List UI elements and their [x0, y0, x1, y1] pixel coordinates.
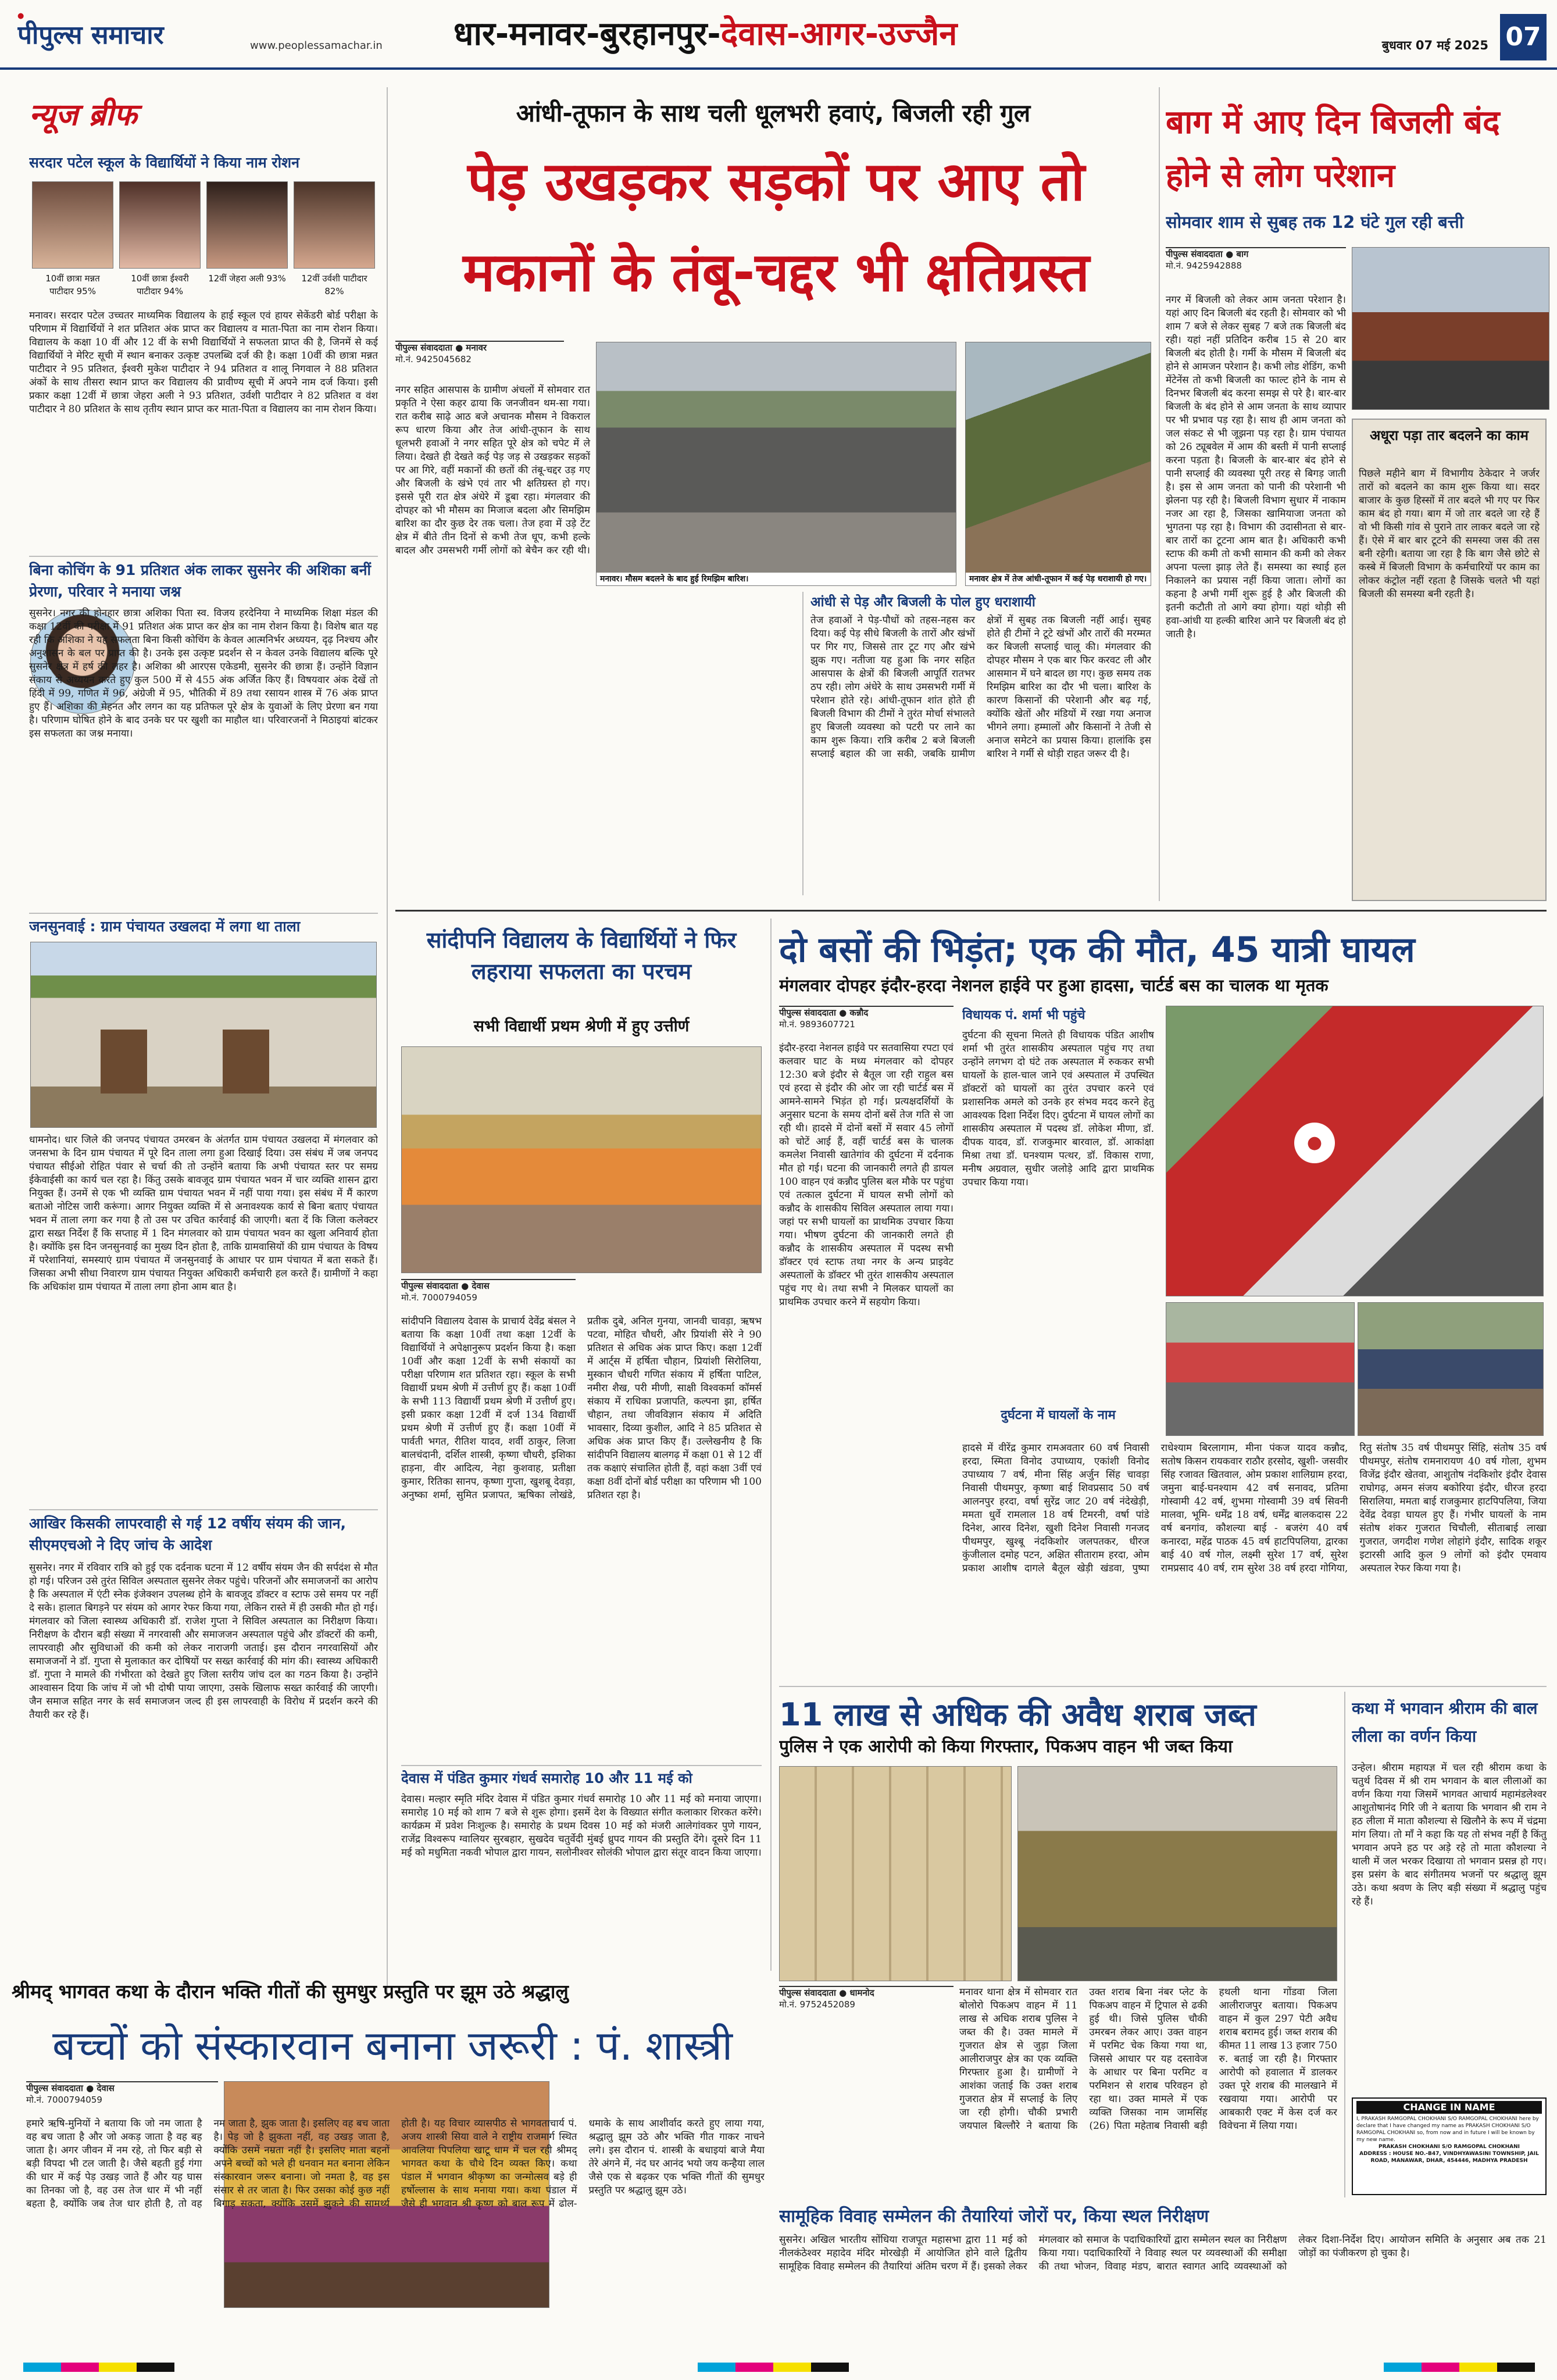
student-photo-4: [294, 181, 375, 269]
electric-pole-photo: [1352, 247, 1549, 410]
katha-headline: कथा में भगवान श्रीराम की बाल लीला का वर्णन किया: [1352, 1699, 1538, 1746]
mla-heading: विधायक पं. शर्मा भी पहुंचे: [962, 1008, 1085, 1023]
change-name-address: ADDRESS : HOUSE NO.-B47, VINDHYAWASINI TOWNSHIP, JAIL ROAD, MANAWAR, DHAR, 454446, MADHYA PRADESH: [1359, 2151, 1539, 2164]
liquor-boxes-photo: [779, 1766, 1012, 1981]
liquor-body: मनावर थाना क्षेत्र में सोमवार रात बोलोरो पिकअप वाहन में 11 लाख से अधिक शराब पुलिस ने जब्त की है। उक्त मामले में गुजरात क्षेत्र से जुड़ा जिला आलीराजपुर क्षेत्र का एक व्यक्ति गिरफ्तार हुआ है। ग्रामीणों ने आशंका जताई कि उक्त शराब गुजरात क्षेत्र में सप्लाई के लिए जा रही होगी। चौकी प्रभारी जयपाल बिल्लौरे ने बताया कि उक्त शराब बिना नंबर प्लेट के पिकअप वाहन में ट्रिपाल से ढकी हुई थी। जिसे पुलिस चौकी उमरबन लेकर आए। उक्त वाहन में परमिट चेक किया गया था, जिससे आधार पर यह दस्तावेज के आधार पर बिना परमिट व परमिशन से शराब परिवहन हो रहा था। उक्त मामले में एक व्यक्ति जिसका नाम जामसिंह (26) पिता महेताब निवासी बड़ी हथली थाना गोंडवा जिला आलीराजपुर बताया। पिकअप वाहन में कुल 297 पेटी अवैध शराब बरामद हुई। जब्त शराब की कीमत 11 लाख 13 हजार 750 रु. बताई जा रही है। गिरफ्तार आरोपी को हवालात में डालकर उक्त पूरे शराब की मालखाने में रखवाया गया। आरोपी पर आबकारी एक्ट में केस दर्ज कर विवेचना में लिया गया।: [959, 1986, 1337, 2132]
website-link[interactable]: www.peoplessamachar.in: [250, 40, 383, 52]
student-caption-1: 10वीं छात्रा मन्नत पाटीदार 95%: [45, 273, 100, 296]
liquor-subhead: पुलिस ने एक आरोपी को किया गिरफ्तार, पिकअप वाहन भी जब्त किया: [779, 1736, 1233, 1757]
school-body: सांदीपनि विद्यालय देवास के प्राचार्य देवेंद्र बंसल ने बताया कि कक्षा 10वीं तथा कक्षा 12वीं के विद्यार्थियों ने अपेक्षानुरूप प्रदर्शन किया है। कक्षा 10वीं और कक्षा 12वीं के सभी संकायों का परीक्षा परिणाम शत प्रतिशत रहा। स्कूल के सभी विद्यार्थी प्रथम श्रेणी में उत्तीर्ण हुए हैं। कक्षा 10वीं के सभी 113 विद्यार्थी प्रथम श्रेणी में उत्तीर्ण हुए। इसी प्रकार कक्षा 12वीं में दर्ज 134 विद्यार्थी प्रथम श्रेणी में उत्तीर्ण हुए हैं। कक्षा 10वीं में पार्वती भगत, रीतिश यादव, शर्वी ठाकुर, लिजा बालचंदानी, दर्शिल शास्त्री, कृष्णा चौधरी, इशिका हाड़ना, वीर आदित्य, नेहा कुशवाह, प्रतीक्षा कुमार, रितिका सानप, कृष्णा गुप्ता, खुशबू देवड़ा, अनुष्का शर्मा, सुमित प्रजापत, ऋषिका लोखंडे, प्रतीक दुबे, अनिल गुनया, जानवी चावड़ा, ऋषभ पटवा, मोहित चौधरी, और प्रियांशी सेरे ने 90 प्रतिशत से अधिक अंक प्राप्त किए। कक्षा 12वीं में आर्ट्स में हर्षिता चौहान, प्रियांशी सिरोलिया, मुस्कान चौधरी गणित संकाय में हर्षिता पाटिल, नमीरा शैख, परी मीणी, साक्षी विश्वकर्मा कॉमर्स संकाय में राधिका प्रजापति, कल्पना झा, हर्षित चौहान, तथा जीवविज्ञान संकाय में अदिति भावसार, दिव्या कुशील, आदि ने 85 प्रतिशत से अधिक अंक प्राप्त किए हैं। उल्लेखनीय है कि सांदीपनि विद्यालय बालगढ़ में कक्षा 01 से 12 वीं तक कक्षाएं संचालित होती हैं, वहां कक्षा 3वीं एवं कक्षा 8वीं दोनों बोर्ड परीक्षा का परिणाम भी 100 प्रतिशत रहा है।: [401, 1316, 762, 1501]
baag-headline: बाग में आए दिन बिजली बंद होने से लोग परेशान: [1166, 103, 1500, 195]
section-title: [453, 8, 1227, 62]
bhagwat-body: हमारे ऋषि-मुनियों ने बताया कि जो नम जाता है वह बच जाता है और जो अकड़ जाता है वह बह जाता है। अगर जीवन में नम रहे, तो फिर बड़ी से बड़ी विपदा भी टल जाती है। जैसे बहती हुई गंगा की धार में कई पेड़ उखड़ जाते हैं और यह घास का तिनका जो है, वह उस तेज धार में भी नहीं बहता है, क्योंकि जब तेज धार होती है, तो वह नम जाता है, झुक जाता है। इसलिए वह बच जाता है। पेड़ जो है झुकता नहीं, वह उखड़ जाता है, क्योंकि उसमें नम्रता नहीं है। इसलिए माता बहनों अपने बच्चों को भले ही धनवान मत बनाना लेकिन संस्कारवान जरूर बनाना। जो नमता है, वह इस संसार से तर जाता है। फिर उसका कोई कुछ नहीं बिगाड़ सकता, क्योंकि उसमें झुकने की सामर्थ्य होती है। यह विचार व्यासपीठ से भागवताचार्य पं. अजय शास्त्री सिया वाले ने राष्ट्रीय राजमार्ग स्थित आवलिया पिपलिया खाटू धाम में चल रही श्रीमद् भागवत कथा के चौथे दिन व्यक्त किए। कथा पंडाल में भगवान श्रीकृष्ण का जन्मोत्सव बड़े ही हर्षोल्लास के साथ मनाया गया। कथा पंडाल में जैसे ही भगवान श्री कृष्ण को बाल रूप में ढोल-धमाके के साथ आशीर्वाद करते हुए लाया गया, श्रद्धालु झूम उठे और भक्ति गीत गाकर नाचने लगे। इस दौरान पं. शास्त्री के बधाइयां बाजे मैया तेरे अंगने में, नंद घर आनंद भयो जय कन्हैया लाल जैसे एक से बढ़कर एक भक्ति गीतों की सुमधुर प्रस्तुति पर श्रद्धालु झूम उठे।: [26, 2118, 765, 2210]
baag-byline: पीपुल्स संवाददाता ● बाग मो.नं. 9425942888: [1166, 247, 1346, 288]
bhagwat-byline-place: देवास: [97, 2083, 115, 2093]
student-caption-2: 10वीं छात्रा ईश्वरी पाटीदार 94%: [131, 273, 189, 296]
gandharva-body: देवास। मल्हार स्मृति मंदिर देवास में पंडित कुमार गंधर्व समारोह 10 और 11 मई को मनाया जाएगा। समारोह 10 मई को शाम 7 बजे से शुरू होगा। इसमें देश के विख्यात संगीत कलाकार शिरकत करेंगे। कार्यक्रम में प्रवेश निःशुल्क है। समारोह के प्रथम दिवस 10 मई को मंजरी आलेगांवकर पुणे गायन, राजेंद्र विश्वरूप ग्वालियर सुरबहार, सुखदेव चतुर्वेदी मुंबई ध्रुपद गायन की प्रस्तुति देंगे। दूसरे दिन 11 मई को मधुमिता नकवी भोपाल द्वारा गायन, सलोनीश्वर सोलंकी भोपाल द्वारा संतूर वादन किया जाएगा।: [401, 1793, 762, 1859]
vivah-headline: सामूहिक विवाह सम्मेलन की तैयारियां जोरों पर, किया स्थल निरीक्षण: [779, 2206, 1209, 2227]
school-group-photo: [401, 1046, 762, 1273]
school-byline-place: देवास: [472, 1281, 490, 1291]
change-name-text: I, PRAKASH RAMGOPAL CHOKHANI S/O RAMGOPAL CHOKHANI here by declare that I have changed my name as PRAKASH CHOKHANI S/O RAMGOPAL CHOKHANI so, from now and in future I will be known by my new name.: [1356, 2116, 1539, 2143]
locked-door-2: [223, 1030, 269, 1093]
section-title-red: देवास-आगर-उज्जैन: [720, 15, 958, 53]
print-registration-bar: [0, 2354, 1557, 2380]
bus-byline-name: पीपुल्स संवाददाता: [779, 1007, 836, 1018]
brief4-headline: आखिर किसकी लापरवाही से गई 12 वर्षीय संयम की जान, सीएमएचओ ने दिए जांच के आदेश: [29, 1515, 347, 1553]
locked-door: [101, 1030, 147, 1093]
uprooted-tree-caption: मनावर क्षेत्र में तेज आंधी-तूफान में कई पेड़ धराशायी हो गए।: [966, 573, 1151, 585]
lead-byline-name: पीपुल्स संवाददाता: [395, 342, 452, 353]
baag-byline-place: बाग: [1236, 249, 1249, 259]
cmyk-left: [23, 2363, 174, 2372]
school-subhead: सभी विद्यार्थी प्रथम श्रेणी में हुए उत्तीर्ण: [473, 1017, 690, 1035]
bus-crash-photo-3: [1358, 1302, 1544, 1436]
rain-photo-caption: मनावर। मौसम बदलने के बाद हुई रिमझिम बारिश।: [597, 573, 956, 585]
student-photo-2: [119, 181, 201, 269]
baag-box-headline: अधूरा पड़ा तार बदलने का काम: [1370, 427, 1529, 444]
bus-crash-photo-1: [1166, 1006, 1544, 1296]
bus-subhead: मंगलवार दोपहर इंदौर-हरदा नेशनल हाईवे पर हुआ हादसा, चार्टर्ड बस का चालक था मृतक: [779, 975, 1329, 995]
page-number: 07: [1500, 14, 1547, 60]
baag-body: नगर में बिजली को लेकर आम जनता परेशान है। यहां आए दिन बिजली बंद रहती है। सोमवार को भी शाम 7 बजे से लेकर सुबह 7 बजे तक बिजली बंद रही। यहां नहीं प्रतिदिन करीब 15 से 20 बार बिजली बंद होती है। गर्मी के मौसम में बिजली बंद होने से आमजन परेशान है। कभी लोड शेडिंग, कभी मेंटेनेंस तो कभी बिजली का फाल्ट होने के नाम से दिनभर बिजली बंद करना समझ से परे है। बार-बार बिजली के बंद होने से आम जनता के साथ व्यापार पर भी प्रभाव पड़ रहा है। साथ ही आम जनता को जल संकट से भी जूझना पड़ रहा है। ग्राम पंचायत को 26 ट्यूबवेल में आम की बस्ती में पानी सप्लाई करना पड़ता है। बिजली के बार-बार बंद होने से पानी सप्लाई की व्यवस्था पूरी तरह से बिगड़ जाती है। इस से आम जनता को पानी की परेशानी भी झेलना पड़ रही है। बिजली विभाग सुधार में नाकाम नजर आ रहा है, जिसका खामियाजा जनता को भुगतना पड़ रहा है। विभाग की उदासीनता से बार-बार तारों का टूटना आम बात है। अधिकारी कभी स्टाफ की कमी तो कभी सामान की कमी को लेकर अपना पल्ला झाड़ लेते हैं। समस्या का स्थाई हल निकालने का प्रयास नहीं किया जाता। लोगों का कहना है अभी गर्मी शुरू हुई है और बिजली की इतनी कटौती तो आगे क्या होगा। यहां थोड़ी सी हवा-आंधी या हल्की बारिश आने पर बिजली बंद हो जाती है।: [1166, 294, 1346, 640]
student-photo-1: [32, 181, 113, 269]
student-photo-3: [206, 181, 288, 269]
police-team-photo: [1017, 1766, 1337, 1981]
injured-names: हादसे में वीरेंद्र कुमार रामअवतार 60 वर्ष निवासी हरदा, स्मिता विनोद उपाध्याय, एकांशी विनोद उपाध्याय 7 वर्ष, मीना सिंह अर्जुन सिंह चावड़ा निवासी पीथमपुर, कृष्णा बाई शिवप्रसाद 50 वर्ष आलनपुर हरदा, वर्षा सुरेंद्र जाट 20 वर्ष नंदेखेड़ी, ममता धुर्वे रामलाल 18 वर्ष टिमरनी, वर्षा पांडे दिनेश, आरव दिनेश, खुशी दिनेश निवासी गनजद पीथमपुर, खुश्बू नंदकिशोर जलपतकर, धीरज कुंजीलाल दमोह पटन, अक्षित सीताराम हरदा, ओम प्रकाश आशीष दागले बैतूल खेड़ी खंडवा, पुष्पा राधेश्याम बिरलागाम, मीना पंकज यादव कन्नौद, सतोष किसन रायकवार राठौर हरसोद, खुशी- जसवीर सिंह रजावत खितवाल, ओम प्रकाश शालिग्राम हरदा, जमुना बाई-घनश्याम 42 वर्ष सनावद, प्रतिमा गोस्वामी 42 वर्ष, शुभमा गोस्वामी 39 वर्ष सिवनी मालवा, भूमि- धर्मेंद्र 18 वर्ष, धर्मेंद्र बालकदास 22 वर्ष बनगांव, कौशल्या बाई - बजरंग 40 वर्ष कनारदा, महेंद्र पाठक 45 वर्ष हाटपिपलिया, द्वारका बाई 40 वर्ष गोल, लक्ष्मी सुरेश 17 वर्ष, सुरेश रामप्रसाद 40 वर्ष, राम सुरेश 38 वर्ष हरदा गोगिया, रितु संतोष 35 वर्ष पीथमपुर सिंहि, संतोष 35 वर्ष पीथमपुर, संतोष रामनारायण 40 वर्ष गोला, शुभम विजेंद्र इंदौर खेतवा, आशुतोष नंदकिशोर इंदौर देवास राघोगढ़, अमन संजय बकोरिया इंदौर, धीरज हरदा सिरालिया, ममता बाई राजकुमार हाटपिपलिया, जिया देवेंद्र देवड़ा घायल हुए हैं। गंभीर घायलों के नाम संतोष शंकर गुजरात चिचौली, सीताबाई लाखा गुजरात, जगदीश गणेश लोहांगे इंदौर, सादिक शकूर इटारसी आदि कुल 9 लोगों को इंदौर एमवाय अस्पताल रेफर किया गया है।: [962, 1442, 1547, 1574]
lead-body: नगर सहित आसपास के ग्रामीण अंचलों में सोमवार रात प्रकृति ने ऐसा कहर ढाया कि जनजीवन थम-सा गया। रात करीब साढ़े आठ बजे अचानक मौसम ने विकराल रूप धारण किया और तेज आंधी-तूफान के साथ धूलभरी हवाओं ने नगर सहित पूरे क्षेत्र को चपेट में ले लिया। देखते ही देखते कई पेड़ जड़ से उखड़कर सड़कों पर आ गिरे, वहीं मकानों की छतों की तंबू-चद्दर उड़ गए और बिजली के खंभे एवं तार भी क्षतिग्रस्त हो गए। इससे पूरी रात क्षेत्र अंधेरे में डूबा रहा। मंगलवार की दोपहर को भी मौसम का मिजाज बदला और सिमझिम बारिश का दौर कुछ देर तक चला। तेज हवा में उड़े टेंट क्षेत्र में बीते तीन दिनों से कभी तेज धूप, कभी हल्के बादल और उमसभरी गर्मी लोगों को बेचैन कर रही थी।: [395, 384, 590, 556]
bus-body: इंदौर-हरदा नेशनल हाईवे पर सतवासिया रपटा एवं कलवार घाट के मध्य मंगलवार को दोपहर 12:30 बजे इंदौर से बैतूल जा रही राहुल बस एवं हरदा से इंदौर की ओर जा रही चार्टर्ड बस में आमने-सामने भिड़ंत हो गई। प्रत्यक्षदर्शियों के अनुसार घटना के समय दोनों बसें तेज गति से जा रही थी। हादसे में दोनों बसों में सवार 45 लोगों को चोटें आई हैं, वहीं चार्टर्ड बस के चालक कमलेश निवासी खातेगांव की दुर्घटना में दर्दनाक मौत हो गई। घटना की जानकारी लगते ही डायल 100 वाहन एवं कन्नौद पुलिस बल मौके पर पहुंचा एवं तत्काल दुर्घटना में घायल सभी लोगों को कन्नौद के शासकीय सिविल अस्पताल लाया गया। जहां पर सभी घायलों का प्राथमिक उपचार किया गया। भीषण दुर्घटना की जानकारी लगते ही कन्नौद के शासकीय अस्पताल में पदस्थ सभी डॉक्टर एवं स्टाफ तथा नगर के अन्य प्राइवेट अस्पतालों के डॉक्टर भी तुरंत शासकीय अस्पताल पहुंच गए थे। तथा सभी ने मिलकर घायलों का प्राथमिक उपचार करने में सहयोग किया।: [779, 1042, 954, 1308]
bhagwat-headline: बच्चों को संस्कारवान बनाना जरूरी : पं. शास्त्री: [52, 2022, 733, 2070]
brief2-body: सुसनेर। नगर की होनहार छात्रा अशिका पिता स्व. विजय हरदेनिया ने माध्यमिक शिक्षा मंडल की कक्षा 12वीं की परीक्षा में 91 प्रतिशत अंक प्राप्त कर क्षेत्र का नाम रोशन किया है। विशेष बात यह रही कि अशिका ने यह सफलता बिना किसी कोचिंग के केवल आत्मनिर्भर अध्ययन, दृढ़ निश्चय और अनुशासन के बल पर प्राप्त की है। उनके इस उत्कृष्ट प्रदर्शन से न केवल उनके विद्यालय बल्कि पूरे सुसनेर क्षेत्र में हर्ष की लहर है। अशिका श्री आरएस एकेडमी, सुसनेर की छात्रा हैं। उन्होंने विज्ञान संकाय से अध्ययन करते हुए कुल 500 में से 455 अंक अर्जित किए हैं। विषयवार अंक देखें तो हिंदी में 99, गणित में 96, अंग्रेजी में 95, भौतिकी में 89 तथा रसायन शास्त्र में 76 अंक प्राप्त हुए हैं। अशिका की मेहनत और लगन का यह प्रतिफल पूरे क्षेत्र के युवाओं के लिए प्रेरणा बन गया है। परिणाम घोषित होने के बाद उनके घर पर खुशी का माहौल था। परिवारजनों ने मिठाइयां बांटकर इस सफलता का जश्न मनाया।: [29, 607, 378, 739]
brief3-headline: जनसुनवाई : ग्राम पंचायत उखलदा में लगा था ताला: [29, 918, 301, 935]
liquor-byline-mobile: मो.नं. 9752452089: [779, 1999, 855, 2010]
names-heading: दुर्घटना में घायलों के नाम: [1001, 1408, 1116, 1423]
logo-text: पीपुल्स समाचार: [17, 20, 164, 50]
newspaper-logo: [17, 12, 238, 58]
bus-headline: दो बसों की भिड़ंत; एक की मौत, 45 यात्री घायल: [779, 930, 1415, 970]
bus-byline-mobile: मो.नं. 9893607721: [779, 1019, 855, 1030]
logo-tagline: ●: [17, 12, 24, 20]
lead-headline: पेड़ उखड़कर सड़कों पर आए तो मकानों के तंबू-चद्दर भी क्षतिग्रस्त: [463, 151, 1090, 303]
student-caption-4: 12वीं उर्वशी पाटीदार 82%: [301, 273, 367, 296]
school-headline: सांदीपनि विद्यालय के विद्यार्थियों ने फिर लहराया सफलता का परचम: [426, 927, 737, 984]
change-name-box: [1352, 2097, 1547, 2195]
brief2-headline: बिना कोचिंग के 91 प्रतिशत अंक लाकर सुसनेर की अशिका बनीं प्रेरणा, परिवार ने मनाया जश्न: [29, 562, 372, 600]
bus-number-badge: ●: [1294, 1123, 1335, 1163]
school-byline-mobile: मो.नं. 7000794059: [401, 1292, 477, 1303]
lead-subhead: आंधी से पेड़ और बिजली के पोल हुए धराशायी: [810, 595, 1035, 610]
bhagwat-byline-mobile: मो.नं. 7000794059: [26, 2095, 102, 2105]
brief3-body: धामनोद। धार जिले की जनपद पंचायत उमरबन के अंतर्गत ग्राम पंचायत उखलदा में मंगलवार को जनसभा के दिन ग्राम पंचायत में पूरे दिन ताला लगा हुआ दिखाई दिया। उस संबंध में जब जनपद पंचायत सीईओ रोहित पंवार से चर्चा की तो उन्होंने बताया कि अभी पंचायत स्तर पर समग्र ईकेवाईसी का कार्य चल रहा है। किंतु उसके बावजूद ग्राम पंचायत भवन में चार व्यक्ति शासन द्वारा नियुक्त हैं। उनमें से एक भी व्यक्ति ग्राम पंचायत भवन में नहीं पाया गया। इस संबंध में मैं कारण बताओ नोटिस जारी करूंगा। आगर नियुक्त व्यक्ति में से अनावश्यक कार्य से बिना बताए पंचायत भवन में ताला लगा कर गया है तो उस पर उचित कार्रवाई की जाएगी। बता दें कि जिला कलेक्टर द्वारा सख्त निर्देश हैं कि सप्ताह में 1 दिन मंगलवार को ग्राम पंचायत भवन का खुला अनिवार्य होता है। क्योंकि इस दिन जनसुनवाई का मुख्य दिन होता है, ताकि ग्रामवासियों की ग्राम पंचायत के विषय में परेशानियां, समस्याएं ग्राम पंचायत में जनसुनवाई के आधार पर ग्राम पंचायत में बता सकते हैं। जिसका अभी सीधा निवारण ग्राम पंचायत नियुक्त अधिकारी कर्मचारी हल करते हैं। ग्रामीणों ने कहा कि अधिकांश ग्राम पंचायत में ताला लगा होना आम बात है।: [29, 1134, 378, 1293]
baag-byline-name: पीपुल्स संवाददाता: [1166, 249, 1223, 259]
lead-kicker: आंधी-तूफान के साथ चली धूलभरी हवाएं, बिजली रही गुल: [516, 99, 1031, 127]
baag-byline-mobile: मो.नं. 9425942888: [1166, 260, 1242, 271]
baag-box: [1352, 419, 1547, 901]
lead-subhead-body: तेज हवाओं ने पेड़-पौधों को तहस-नहस कर दिया। कई पेड़ सीधे बिजली के तारों और खंभों पर गिर गए, जिससे तार टूट गए और खंभे झुक गए। नतीजा यह हुआ कि नगर सहित आसपास के क्षेत्रों की बिजली आपूर्ति रातभर ठप रही। लोग अंधेरे के साथ उमसभरी गर्मी में परेशान होते रहे। आंधी-तूफान शांत होते ही बिजली विभाग की टीमों ने तुरंत मोर्चा संभालते हुए बिजली व्यवस्था को पटरी पर लाने का काम शुरू किया। रात्रि करीब 2 बजे बिजली सप्लाई बहाल की जा सकी, जबकि ग्रामीण क्षेत्रों में सुबह तक बिजली नहीं आई। सुबह होते ही टीमों ने टूटे खंभों और तारों की मरम्मत कर बिजली सप्लाई चालू की। मंगलवार की दोपहर मौसम ने एक बार फिर करवट ली और आसमान में घने बादल छा गए। कुछ समय तक रिमझिम बारिश का दौर भी चला। बारिश के कारण किसानों की परेशानी और बढ़ गई, क्योंकि खेतों और मंडियों में रखा गया अनाज भीगने लगा। हम्मालों और किसानों ने तेजी से अनाज समेटने का प्रयास किया। हालांकि इस बारिश ने गर्मी से थोड़ी राहत जरूर दी है।: [810, 614, 1151, 760]
lead-byline: पीपुल्स संवाददाता ● मनावर मो.नं. 9425045682: [395, 341, 564, 381]
bus-crash-photo-2: [1166, 1302, 1355, 1436]
school-byline: पीपुल्स संवाददाता ● देवास मो.नं. 7000794059: [401, 1279, 576, 1314]
bhagwat-kicker: श्रीमद् भागवत कथा के दौरान भक्ति गीतों की सुमधुर प्रस्तुति पर झूम उठे श्रद्धालु: [12, 1980, 569, 2003]
mla-body: दुर्घटना की सूचना मिलते ही विधायक पंडित आशीष शर्मा भी तुरंत शासकीय अस्पताल पहुंच गए तथा उन्होंने लगभग दो घंटे तक अस्पताल में रुककर सभी घायलों के हाल-चाल जाने एवं अस्पताल में उपस्थित डॉक्टरों को घायलों का तुरंत उपचार करने एवं प्रशासनिक अमले को उनके हर संभव मदद करने हेतु आवश्यक दिशा निर्देश दिए। दुर्घटना में घायल लोगों का शासकीय अस्पताल में पदस्थ डॉ. लोकेश मीणा, डॉ. दीपक यादव, डॉ. राजकुमार बारवाल, डॉ. आकांक्षा मिश्रा तथा डॉ. घनश्याम पत्थर, डॉ. विकास राणा, मनीष अग्रवाल, सुधीर जलोड़े आदि द्वारा प्राथमिक उपचार किया गया।: [962, 1030, 1154, 1188]
uprooted-tree-photo: [965, 342, 1151, 586]
liquor-body-start: [779, 2022, 954, 2196]
bus-byline-place: कन्नौद: [849, 1007, 869, 1018]
masthead: [0, 0, 1557, 70]
liquor-headline: 11 लाख से अधिक की अवैध शराब जब्त: [779, 1696, 1256, 1732]
news-brief-label: न्यूज ब्रीफ: [29, 98, 137, 133]
bhagwat-byline-name: पीपुल्स संवाददाता: [26, 2083, 83, 2093]
student-caption-3: 12वीं जेहरा अली 93%: [208, 273, 286, 284]
section-title-black: धार-मनावर-बुरहानपुर-: [453, 15, 721, 53]
lead-byline-mobile: मो.नं. 9425045682: [395, 354, 472, 364]
liquor-byline-name: पीपुल्स संवाददाता: [779, 1988, 836, 1998]
gandharva-headline: देवास में पंडित कुमार गंधर्व समारोह 10 और 11 मई को: [401, 1770, 692, 1786]
baag-subhead: सोमवार शाम से सुबह तक 12 घंटे गुल रही बत्ती: [1166, 212, 1464, 232]
baag-box-body: पिछले महीने बाग में विभागीय ठेकेदार ने जर्जर तारों को बदलने का काम शुरू किया था। सदर बाजार के कुछ हिस्सों में तार बदले भी गए पर फिर काम बंद हो गया। बाग में जो तार बदले जा रहे हैं वो भी किसी गांव से पुराने तार लाकर बदले जा रहे हैं। ऐसे में बार बार टूटने की समस्या जस की तस बनी रहेगी। बताया जा रहा है कि बाग जैसे छोटे से कस्बे में बिजली विभाग के कर्मचारियों पर काम का लोकर कंट्रोल नहीं रहता है जिसके चलते भी यहां बिजली की समस्या बनी रहती है।: [1359, 468, 1540, 600]
brief1-photos: [32, 181, 378, 303]
liquor-byline: पीपुल्स संवाददाता ● धामनोद मो.नं. 9752452089: [779, 1986, 954, 2021]
brief1-headline: सरदार पटेल स्कूल के विद्यार्थियों ने किया नाम रोशन: [29, 154, 299, 171]
rain-photo: [596, 342, 956, 586]
panchayat-building-photo: [30, 942, 377, 1128]
katha-body: उन्हेल। श्रीराम महायज्ञ में चल रही श्रीराम कथा के चतुर्थ दिवस में श्री राम भगवान के बाल लीलाओं का वर्णन किया गया जिसमें भागवत आचार्य महामंडलेश्वर आशुतोषानंद गिरि जी ने बताया कि भगवान श्री राम ने हठ लीला में माता कौशल्या से खिलौने के रूप में चंद्रमा मांग लिया। तो माँ ने कहा कि यह तो संभव नहीं है किंतु भगवान अपने हठ पर अड़े रहे तो माता कौशल्या ने थाली में जल भरकर दिखाया तो भगवान प्रसन्न हो गए। इस प्रसंग के बाद संगीतमय भजनों पर श्रद्धालु झूम उठे। कथा श्रवण के लिए बड़ी संख्या में श्रद्धालु पहुंच रहे हैं।: [1352, 1762, 1547, 1907]
change-name-line: PRAKASH CHOKHANI S/O RAMGOPAL CHOKHANI: [1378, 2144, 1520, 2150]
brief4-body: सुसनेर। नगर में रविवार रात्रि को हुई एक दर्दनाक घटना में 12 वर्षीय संयम जैन की सर्पदंश से मौत हो गई। परिजन उसे तुरंत सिविल अस्पताल सुसनेर लेकर पहुंचे। परिजनों और समाजजनों का आरोप है कि अस्पताल में एंटी स्नेक इंजेक्शन उपलब्ध होने के बावजूद डॉक्टर व स्टाफ उसे समय पर नहीं दे सके। हालात बिगड़ने पर संयम को आगर रेफर किया गया, लेकिन रास्ते में ही उसकी मौत हो गई। मंगलवार को जिला स्वास्थ्य अधिकारी डॉ. राजेश गुप्ता ने सिविल अस्पताल का निरीक्षण किया। निरीक्षण के दौरान बड़ी संख्या में नगरवासी और समाजजन अस्पताल पहुंचे और डॉक्टरों की कमी, लापरवाही और सुविधाओं की कमी को लेकर नाराजगी जताई। इस दौरान नगरवासियों और समाजजनों ने डॉ. गुप्ता से मुलाकात कर दोषियों पर सख्त कार्रवाई की मांग की। स्वास्थ्य अधिकारी डॉ. गुप्ता ने मामले की गंभीरता को देखते हुए जिला स्तरीय जांच दल का गठन किया है। उन्होंने आश्वासन दिया कि जांच में जो भी दोषी पाया जाएगा, उसके खिलाफ सख्त कार्रवाई की जाएगी। जैन समाज सहित नगर के सर्व समाजजन जल्द ही इस लापरवाही के विरोध में प्रदर्शन करने की तैयारी कर रहे हैं।: [29, 1562, 378, 1721]
vivah-body: सुसनेर। अखिल भारतीय सोंधिया राजपूत महासभा द्वारा 11 मई को नीलकंठेश्वर महादेव मंदिर मोरखेड़ी में आयोजित होने वाले द्वितीय सामूहिक विवाह सम्मेलन की तैयारियां अंतिम चरण में हैं। इसको लेकर मंगलवार को समाज के पदाधिकारियों द्वारा सम्मेलन स्थल का निरीक्षण किया गया। पदाधिकारियों ने विवाह स्थल पर व्यवस्थाओं की समीक्षा की तथा भोजन, विवाह मंडप, बारात स्वागत आदि व्यवस्थाओं को लेकर दिशा-निर्देश दिए। आयोजन समिति के अनुसार अब तक 21 जोड़ों का पंजीकरण हो चुका है।: [779, 2234, 1547, 2272]
bus-byline: पीपुल्स संवाददाता ● कन्नौद मो.नं. 9893607721: [779, 1006, 954, 1041]
liquor-byline-place: धामनोद: [849, 1988, 874, 1998]
lead-byline-place: मनावर: [466, 342, 487, 353]
bhagwat-byline: पीपुल्स संवाददाता ● देवास मो.नं. 7000794059: [26, 2081, 218, 2116]
change-name-title: CHANGE IN NAME: [1356, 2101, 1542, 2114]
issue-date: बुधवार 07 मई 2025: [1381, 38, 1488, 52]
lead-subhead-box: [802, 592, 1151, 895]
brief1-body: मनावर। सरदार पटेल उच्चतर माध्यमिक विद्यालय के हाई स्कूल एवं हायर सेकेंडरी बोर्ड परीक्षा के परिणाम में विद्यार्थियों ने शत प्रतिशत अंक प्राप्त कर विद्यालय व माता-पिता का नाम रोशन किया। विद्यालय के कक्षा 10 वीं और 12 वीं के सभी विद्यार्थियों ने सफलता प्राप्त की है, जिनमें से कई विद्यार्थियों ने मेरिट सूची में स्थान बनाकर उत्कृष्ट उपलब्धि दर्ज की है। कक्षा 10वीं की छात्रा मन्नत पाटीदार ने 95 प्रतिशत, ईश्वरी मुकेश पाटीदार ने 94 प्रतिशत व शालू निगवाल ने 88 प्रतिशत अंकों के साथ तीसरा स्थान प्राप्त कर विद्यालय की प्रावीण्य सूची में अपने नाम दर्ज किया। इसी प्रकार कक्षा 12वीं में छात्रा जेहरा अली ने 93 प्रतिशत, उर्वशी पाटीदार ने 82 प्रतिशत व वंश पाटीदार ने 80 प्रतिशत के साथ तृतीय स्थान प्राप्त कर माता-पिता व विद्यालय का नाम रोशन किया।: [29, 310, 378, 415]
cmyk-mid: [698, 2363, 849, 2372]
school-byline-name: पीपुल्स संवाददाता: [401, 1281, 458, 1291]
cmyk-right: [1384, 2363, 1535, 2372]
